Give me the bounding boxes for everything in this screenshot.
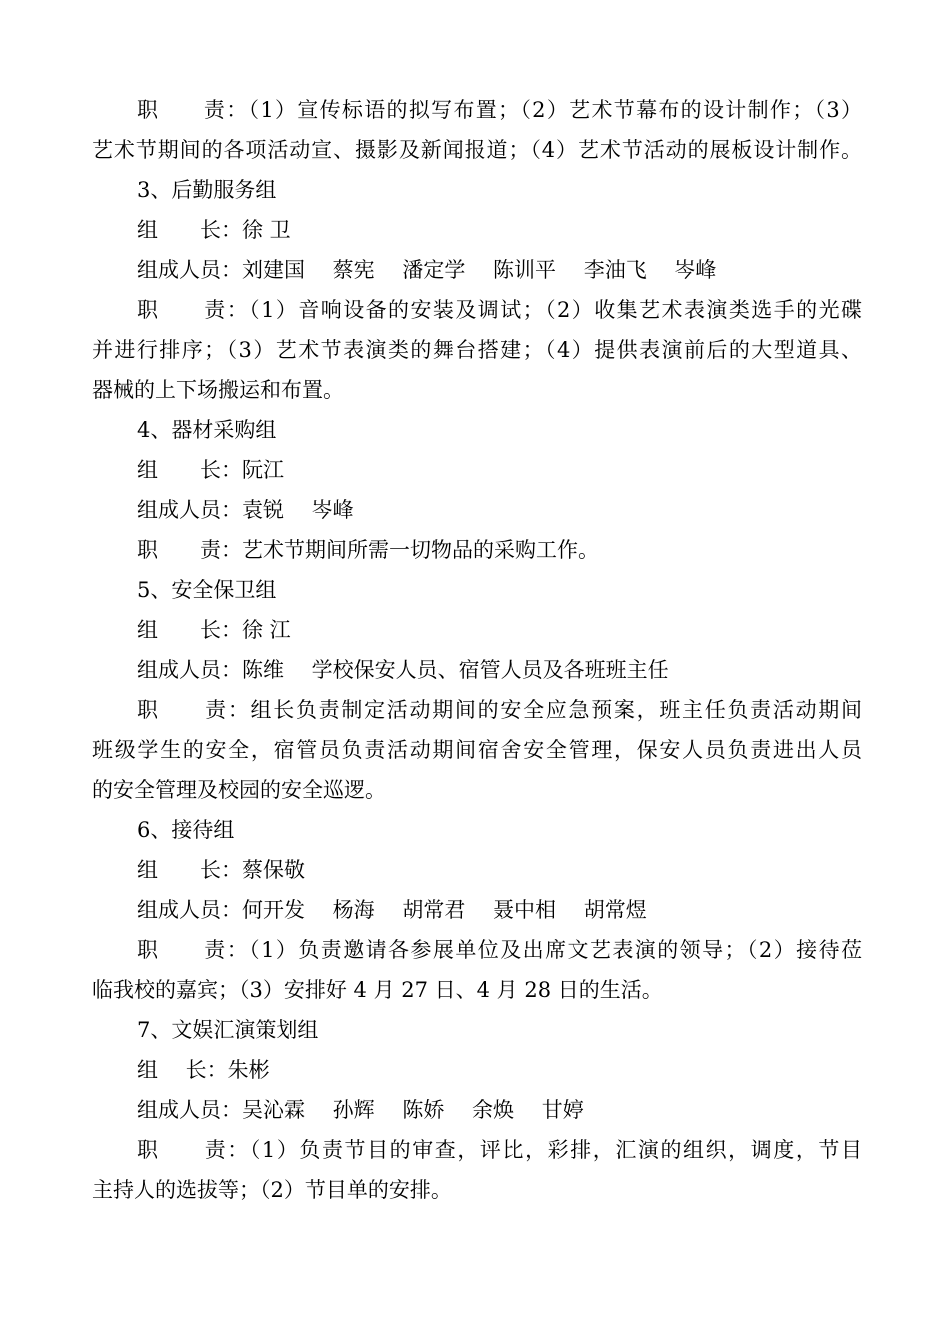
leader-line: 组 长：阮江 [137,458,284,482]
leader-line: 组 长：朱彬 [137,1058,270,1082]
duty-line: 职 责：组长负责制定活动期间的安全应急预案，班主任负责活动期间 [137,698,862,722]
section-heading: 6、接待组 [137,818,235,842]
leader-line: 组 长：蔡保敬 [137,858,305,882]
text-line: 的安全管理及校园的安全巡逻。 [92,778,386,802]
duty-line: 职 责：（1）音响设备的安装及调试；（2）收集艺术表演类选手的光碟 [137,298,862,322]
members-line: 组成人员：刘建国 蔡宪 潘定学 陈训平 李油飞 岑峰 [137,258,717,282]
members-line: 组成人员：陈维 学校保安人员、宿管人员及各班班主任 [137,658,669,682]
duty-line: 职 责：（1）负责邀请各参展单位及出席文艺表演的领导；（2）接待莅 [137,938,863,962]
text-line: 班级学生的安全，宿管员负责活动期间宿舍安全管理，保安人员负责进出人员 [92,738,862,762]
leader-line: 组 长：徐 江 [137,618,291,642]
duty-line: 职 责：（1）负责节目的审查，评比，彩排，汇演的组织，调度，节目 [137,1138,862,1162]
text-line: 并进行排序；（3）艺术节表演类的舞台搭建；（4）提供表演前后的大型道具、 [92,338,862,362]
section-heading: 5、安全保卫组 [137,578,277,602]
members-line: 组成人员：何开发 杨海 胡常君 聂中相 胡常煜 [137,898,647,922]
members-line: 组成人员：袁锐 岑峰 [137,498,354,522]
section-heading: 3、后勤服务组 [137,178,277,202]
duty-line: 职 责：艺术节期间所需一切物品的采购工作。 [137,538,599,562]
duty-line: 职 责：（1）宣传标语的拟写布置；（2）艺术节幕布的设计制作；（3） [137,98,862,122]
leader-line: 组 长：徐 卫 [137,218,291,242]
members-line: 组成人员：吴沁霖 孙辉 陈娇 余焕 甘婷 [137,1098,584,1122]
section-heading: 4、器材采购组 [137,418,277,442]
text-line: 艺术节期间的各项活动宣、摄影及新闻报道；（4）艺术节活动的展板设计制作。 [92,138,862,162]
text-line: 主持人的选拔等；（2）节目单的安排。 [92,1178,452,1202]
text-line: 临我校的嘉宾；（3）安排好 4 月 27 日、4 月 28 日的生活。 [92,978,663,1002]
section-heading: 7、文娱汇演策划组 [137,1018,319,1042]
text-line: 器械的上下场搬运和布置。 [92,378,344,402]
